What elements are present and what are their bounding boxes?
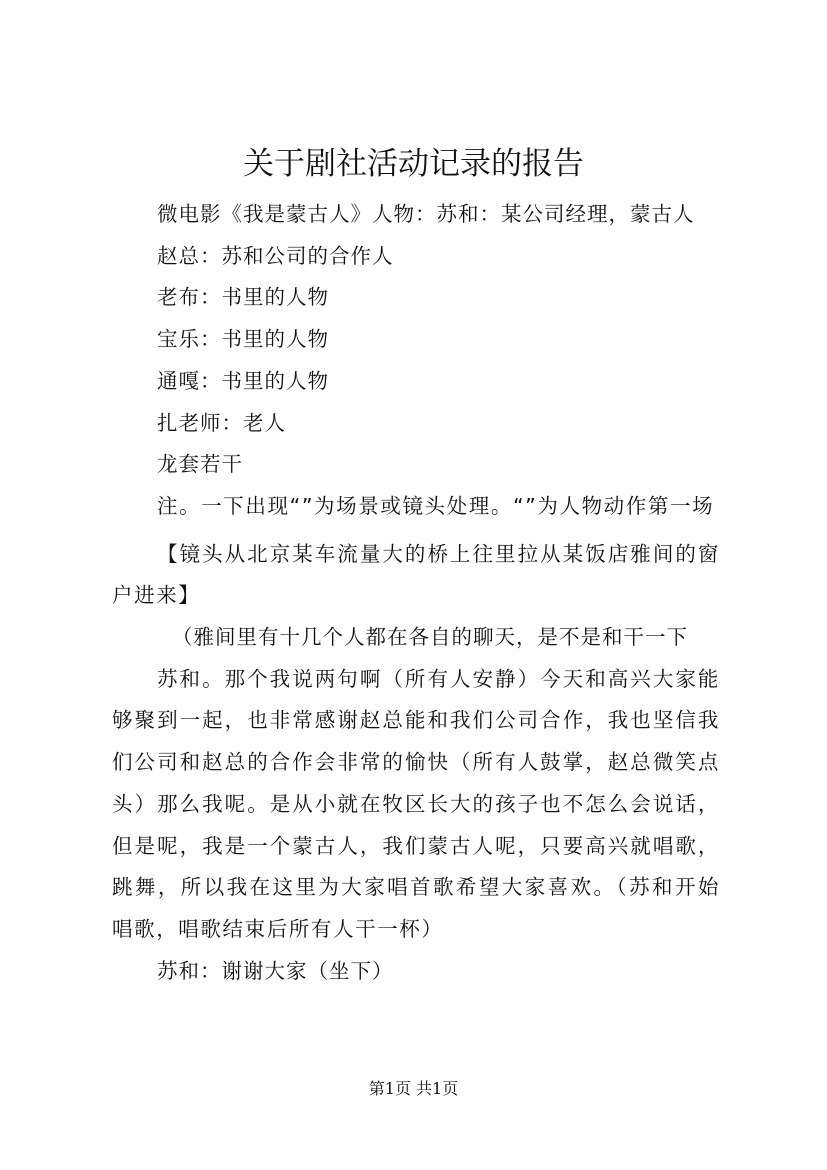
paragraph-cast-zha: 扎老师：老人 xyxy=(157,410,286,435)
page-footer: 第1页 共1页 xyxy=(368,1079,459,1098)
paragraph-suhe-speech: 苏和。那个我说两句啊（所有人安静）今天和高兴大家能够聚到一起，也非常感谢赵总能和我们公司合作，我也坚信我们公司和赵总的合作会非常的愉快（所有人鼓掌，赵总微笑点头）那么我呢。是从小就在牧区长大的孩子也不怎么会说话，但是呢，我是一个蒙古人，我们蒙古人呢，只要高兴就唱歌，跳舞，所以我在这里为大家唱首歌希望大家喜欢。（苏和开始唱歌，唱歌结束后所有人干一杯） xyxy=(112,666,720,941)
paragraph-camera: 【镜头从北京某车流量大的桥上往里拉从某饭店雅间的窗户进来】 xyxy=(112,541,720,608)
paragraph-cast-zhao: 赵总：苏和公司的合作人 xyxy=(157,243,394,268)
paragraph-cast-baole: 宝乐：书里的人物 xyxy=(157,327,329,352)
paragraph-cast-laobu: 老布：书里的人物 xyxy=(157,285,329,310)
paragraph-cast-tongga: 通嘎：书里的人物 xyxy=(157,368,329,393)
document-title: 关于剧社活动记录的报告 xyxy=(243,146,584,182)
paragraph-suhe-thanks: 苏和：谢谢大家（坐下） xyxy=(157,958,394,983)
paragraph-scene-action: （雅间里有十几个人都在各自的聊天，是不是和干一下 xyxy=(172,625,688,650)
document-body xyxy=(112,194,720,992)
paragraph-cast-intro: 微电影《我是蒙古人》人物：苏和：某公司经理，蒙古人 xyxy=(157,202,695,226)
paragraph-note: 注。一下出现“”为场景或镜头处理。“”为人物动作第一场 xyxy=(157,493,715,518)
paragraph-cast-extras: 龙套若干 xyxy=(157,452,243,477)
